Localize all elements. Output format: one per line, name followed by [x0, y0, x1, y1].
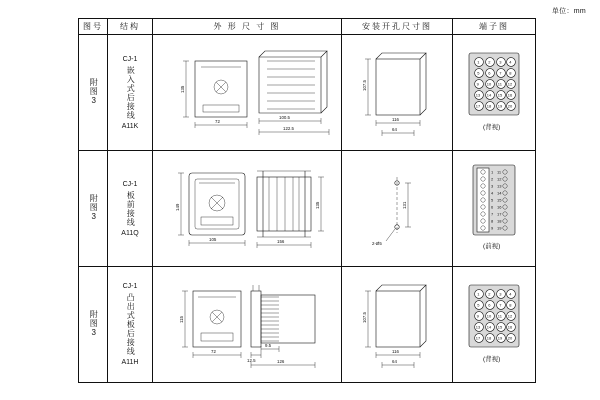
svg-text:7: 7: [491, 211, 494, 216]
svg-text:1: 1: [477, 291, 480, 297]
dim-115: 115: [179, 315, 184, 323]
outline-drawing-1: [153, 37, 341, 149]
cell-mounting-drawing: [342, 267, 453, 383]
spec-table: [78, 18, 536, 383]
cell-structure: [108, 151, 153, 267]
cell-terminal-drawing: [453, 267, 536, 383]
dim-149: 149: [175, 203, 180, 211]
svg-text:16: 16: [497, 204, 502, 209]
header-fig-no: 图号: [79, 19, 108, 35]
svg-text:13: 13: [497, 183, 502, 188]
svg-text:15: 15: [497, 92, 503, 98]
svg-text:2: 2: [488, 59, 491, 65]
cell-fig-no: [79, 151, 108, 267]
svg-text:14: 14: [486, 324, 492, 330]
svg-text:7: 7: [499, 302, 502, 308]
dim-126: 126: [277, 358, 285, 364]
fig-no-label: 附图3: [89, 309, 99, 338]
cell-structure: [108, 35, 153, 151]
dim-105: 105: [209, 236, 217, 242]
dim-107-5: 107.5: [362, 311, 367, 323]
svg-text:20: 20: [507, 335, 513, 341]
svg-text:19: 19: [497, 225, 502, 230]
svg-text:16: 16: [507, 92, 513, 98]
header-outline: 外 形 尺 寸 图: [153, 19, 342, 35]
outline-drawing-3: [153, 269, 341, 381]
svg-text:6: 6: [488, 302, 491, 308]
svg-text:2: 2: [488, 291, 491, 297]
svg-text:4: 4: [509, 59, 512, 65]
svg-text:13: 13: [475, 92, 481, 98]
svg-text:8: 8: [509, 70, 512, 76]
svg-text:6: 6: [488, 70, 491, 76]
svg-text:19: 19: [497, 103, 503, 109]
svg-text:12: 12: [497, 176, 502, 181]
fig-no-label: 附图3: [89, 77, 99, 106]
cell-outline-drawing: [153, 267, 342, 383]
cell-outline-drawing: [153, 151, 342, 267]
structure-desc: 凸出式板后接线: [126, 293, 136, 356]
dim-116: 116: [392, 348, 399, 354]
svg-text:8: 8: [509, 302, 512, 308]
svg-text:14: 14: [497, 190, 502, 195]
terminal-caption: (背视): [483, 123, 501, 131]
svg-text:14: 14: [486, 92, 492, 98]
structure-desc: 嵌入式后接线: [126, 65, 136, 120]
structure-model: CJ-1: [122, 180, 138, 188]
dim-9-5: 9.5: [265, 342, 272, 348]
cell-mounting-drawing: [342, 151, 453, 267]
svg-text:17: 17: [475, 335, 481, 341]
dim-131: 131: [402, 201, 407, 209]
svg-text:10: 10: [486, 81, 492, 87]
fig-no-label: 附图3: [89, 193, 99, 222]
header-structure: 结构: [108, 19, 153, 35]
svg-text:9: 9: [476, 313, 479, 319]
svg-text:18: 18: [486, 103, 492, 109]
cell-fig-no: [79, 267, 108, 383]
svg-text:3: 3: [491, 183, 494, 188]
svg-text:4: 4: [509, 291, 512, 297]
dim-72: 72: [215, 118, 220, 124]
svg-text:5: 5: [477, 302, 480, 308]
svg-text:18: 18: [497, 218, 502, 223]
svg-text:13: 13: [475, 324, 481, 330]
svg-text:20: 20: [507, 103, 513, 109]
terminal-diagram-2: [453, 153, 535, 265]
svg-text:11: 11: [497, 169, 502, 174]
cell-outline-drawing: [153, 35, 342, 151]
header-terminal: 端子图: [453, 19, 536, 35]
dim-135: 135: [315, 201, 320, 209]
svg-text:11: 11: [497, 81, 502, 87]
structure-code: A11K: [121, 122, 139, 130]
dim-72: 72: [211, 348, 216, 354]
cell-terminal-drawing: [453, 35, 536, 151]
dim-135: 135: [180, 85, 185, 93]
svg-text:18: 18: [486, 335, 492, 341]
svg-text:12: 12: [507, 313, 513, 319]
svg-text:5: 5: [477, 70, 480, 76]
structure-code: A11Q: [121, 229, 139, 237]
svg-text:17: 17: [475, 103, 481, 109]
table-row: [79, 151, 536, 267]
mounting-drawing-2: [342, 153, 452, 265]
structure-model: CJ-1: [122, 283, 138, 290]
svg-text:1: 1: [491, 169, 494, 174]
svg-text:12: 12: [507, 81, 513, 87]
cell-terminal-drawing: [453, 151, 536, 267]
svg-text:11: 11: [497, 313, 502, 319]
outline-drawing-2: [153, 153, 341, 265]
dim-116: 116: [392, 116, 399, 122]
terminal-diagram-1: [453, 37, 535, 149]
header-mount: 安装开孔尺寸图: [342, 19, 453, 35]
svg-text:7: 7: [499, 70, 502, 76]
structure-code: A11H: [121, 359, 139, 366]
mounting-drawing-1: [342, 37, 452, 149]
svg-text:5: 5: [491, 197, 494, 202]
svg-text:3: 3: [499, 59, 502, 65]
dim-100-5: 100.5: [279, 114, 290, 120]
cell-fig-no: [79, 35, 108, 151]
dim-64: 64: [392, 358, 397, 364]
svg-text:16: 16: [507, 324, 513, 330]
cell-structure: [108, 267, 153, 383]
dim-64: 64: [392, 126, 397, 132]
svg-text:15: 15: [497, 197, 502, 202]
svg-text:2: 2: [491, 176, 494, 181]
terminal-caption: (背视): [483, 355, 501, 363]
unit-note: 单位：mm: [551, 8, 586, 15]
mounting-drawing-3: [342, 269, 452, 381]
dim-107-5: 107.5: [362, 79, 367, 91]
dim-2-phi5: 2-Ø5: [372, 240, 382, 246]
svg-text:1: 1: [477, 59, 480, 65]
table-header: [79, 19, 536, 35]
terminal-caption: (前视): [483, 242, 501, 250]
table-row: [79, 35, 536, 151]
svg-text:10: 10: [486, 313, 492, 319]
svg-text:15: 15: [497, 324, 503, 330]
structure-model: CJ-1: [122, 55, 138, 63]
svg-text:8: 8: [491, 218, 494, 223]
svg-text:17: 17: [497, 211, 502, 216]
svg-text:4: 4: [491, 190, 494, 195]
terminal-diagram-3: [453, 269, 535, 381]
svg-text:3: 3: [499, 291, 502, 297]
svg-text:9: 9: [491, 225, 494, 230]
svg-text:19: 19: [497, 335, 503, 341]
table-row: [79, 267, 536, 383]
cell-mounting-drawing: [342, 35, 453, 151]
dim-156: 156: [277, 238, 285, 244]
dim-122-5: 122.5: [283, 125, 294, 131]
svg-text:6: 6: [491, 204, 494, 209]
structure-desc: 板前接线: [126, 190, 136, 227]
dim-12-5: 12.5: [247, 357, 256, 363]
svg-text:9: 9: [476, 81, 479, 87]
